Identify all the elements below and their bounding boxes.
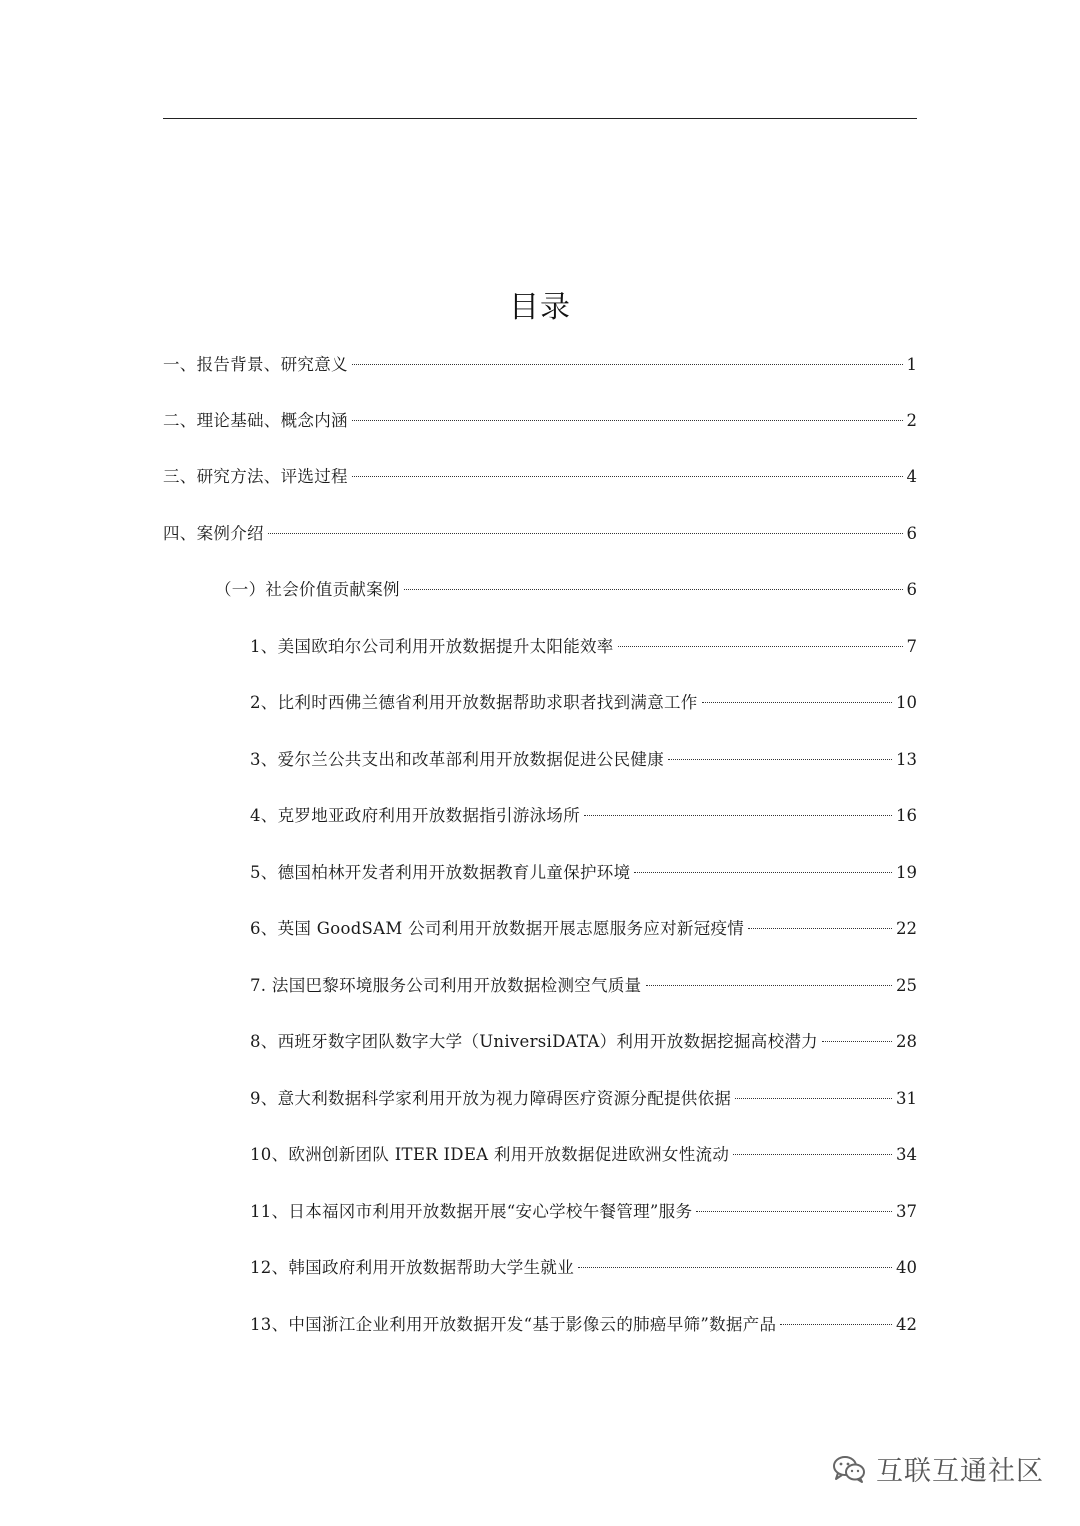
wechat-icon	[832, 1454, 866, 1484]
toc-entry-label: 三、研究方法、评选过程	[163, 467, 348, 486]
toc-entry-case-9[interactable]	[250, 1084, 917, 1114]
dot-leader	[733, 1153, 892, 1155]
toc-entry-label: 2、比利时西佛兰德省利用开放数据帮助求职者找到满意工作	[250, 693, 698, 712]
dot-leader	[584, 814, 892, 816]
page-title: 目录	[509, 290, 571, 325]
toc-entry-4-1[interactable]	[215, 575, 917, 605]
toc-entry-case-13[interactable]	[250, 1310, 917, 1340]
dot-leader	[822, 1040, 892, 1042]
toc-page-number: 34	[896, 1145, 917, 1164]
toc-entry-label: 8、西班牙数字团队数字大学（UniversiDATA）利用开放数据挖掘高校潜力	[250, 1032, 818, 1051]
toc-entry-3[interactable]	[163, 462, 917, 492]
toc-entry-label: 11、日本福冈市利用开放数据开展“安心学校午餐管理”服务	[250, 1202, 693, 1221]
toc-entry-case-12[interactable]	[250, 1253, 917, 1283]
toc-entry-case-2[interactable]	[250, 688, 917, 718]
toc-page-number: 13	[896, 750, 917, 769]
toc-page-number: 25	[896, 976, 917, 995]
toc-entry-case-7[interactable]	[250, 971, 917, 1001]
dot-leader	[618, 645, 903, 647]
toc-entry-label: （一）社会价值贡献案例	[215, 580, 400, 599]
toc-entry-label: 5、德国柏林开发者利用开放数据教育儿童保护环境	[250, 863, 631, 882]
toc-page-number: 7	[906, 637, 917, 656]
toc-entry-label: 3、爱尔兰公共支出和改革部利用开放数据促进公民健康	[250, 750, 664, 769]
dot-leader	[646, 984, 893, 986]
toc-page-number: 16	[896, 806, 917, 825]
dot-leader	[404, 588, 903, 590]
toc-entry-label: 10、欧洲创新团队 ITER IDEA 利用开放数据促进欧洲女性流动	[250, 1145, 730, 1164]
dot-leader	[668, 758, 892, 760]
toc-page-number: 10	[896, 693, 917, 712]
toc-page-number: 42	[896, 1315, 917, 1334]
toc-entry-case-3[interactable]	[250, 745, 917, 775]
toc-entry-label: 13、中国浙江企业利用开放数据开发“基于影像云的肺癌早筛”数据产品	[250, 1315, 777, 1334]
dot-leader	[268, 532, 903, 534]
toc-entry-label: 7. 法国巴黎环境服务公司利用开放数据检测空气质量	[250, 976, 642, 995]
toc-entry-case-4[interactable]	[250, 801, 917, 831]
toc-entry-case-8[interactable]	[250, 1027, 917, 1057]
dot-leader	[702, 701, 892, 703]
watermark-text: 互联互通社区	[876, 1456, 1044, 1487]
toc-entry-4[interactable]	[163, 519, 917, 549]
toc-entry-case-6[interactable]	[250, 914, 917, 944]
dot-leader	[696, 1210, 892, 1212]
toc-entry-case-1[interactable]	[250, 632, 917, 662]
toc-page-number: 4	[906, 467, 917, 486]
toc-entry-2[interactable]	[163, 406, 917, 436]
watermark	[832, 1449, 1044, 1488]
dot-leader	[780, 1323, 892, 1325]
header-rule	[163, 118, 917, 119]
toc-entry-case-5[interactable]	[250, 858, 917, 888]
toc-page-number: 2	[906, 411, 917, 430]
toc-entry-label: 1、美国欧珀尔公司利用开放数据提升太阳能效率	[250, 637, 614, 656]
toc-entry-label: 6、英国 GoodSAM 公司利用开放数据开展志愿服务应对新冠疫情	[250, 919, 745, 938]
toc-entry-label: 一、报告背景、研究意义	[163, 355, 348, 374]
dot-leader	[578, 1266, 892, 1268]
toc-entry-case-10[interactable]	[250, 1140, 917, 1170]
dot-leader	[735, 1097, 892, 1099]
toc-page-number: 6	[906, 580, 917, 599]
toc-page-number: 1	[906, 355, 917, 374]
dot-leader	[352, 475, 903, 477]
dot-leader	[352, 419, 903, 421]
toc-page-number: 31	[896, 1089, 917, 1108]
dot-leader	[352, 363, 903, 365]
toc-entry-label: 12、韩国政府利用开放数据帮助大学生就业	[250, 1258, 574, 1277]
toc-page-number: 6	[906, 524, 917, 543]
dot-leader	[634, 871, 892, 873]
toc-page-number: 40	[896, 1258, 917, 1277]
toc-entry-label: 4、克罗地亚政府利用开放数据指引游泳场所	[250, 806, 580, 825]
toc-entry-label: 二、理论基础、概念内涵	[163, 411, 348, 430]
toc-page-number: 19	[896, 863, 917, 882]
dot-leader	[748, 927, 892, 929]
toc-entry-1[interactable]	[163, 350, 917, 380]
toc-entry-case-11[interactable]	[250, 1197, 917, 1227]
toc-entry-label: 9、意大利数据科学家利用开放为视力障碍医疗资源分配提供依据	[250, 1089, 732, 1108]
toc-page-number: 28	[896, 1032, 917, 1051]
toc-page-number: 37	[896, 1202, 917, 1221]
toc-entry-label: 四、案例介绍	[163, 524, 264, 543]
toc-page-number: 22	[896, 919, 917, 938]
